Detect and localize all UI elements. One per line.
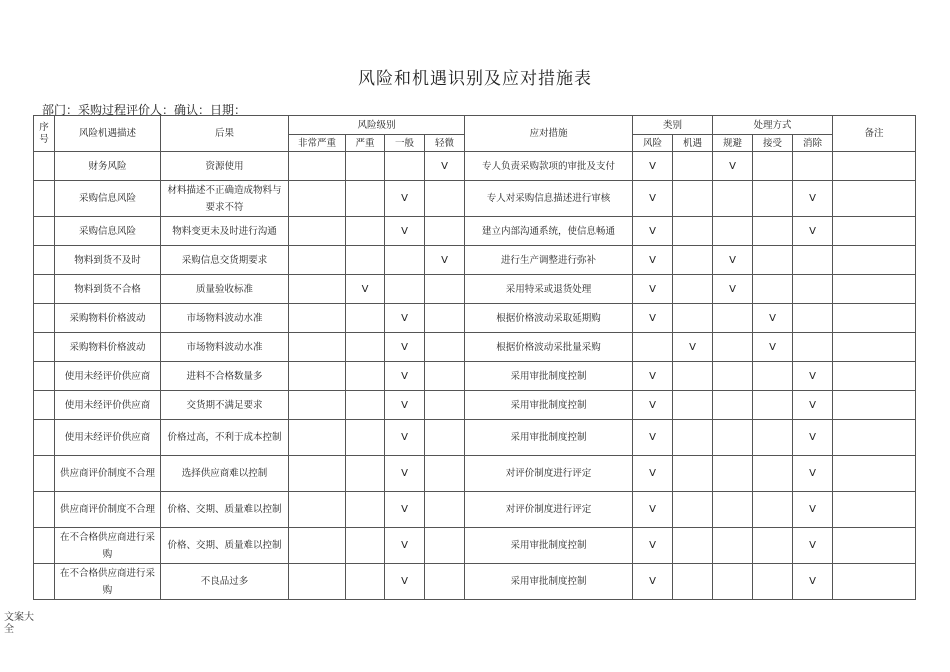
level-serious-cell [346,246,385,275]
desc-cell: 使用未经评价供应商 [55,391,161,420]
handling-eliminate-cell: V [793,420,833,456]
seq-cell [34,181,55,217]
remarks-cell [833,304,916,333]
category-risk-cell: V [633,304,673,333]
table-row [34,152,916,181]
measure-cell: 根据价格波动采批量采购 [465,333,633,362]
desc-cell: 采购物料价格波动 [55,333,161,362]
header-consequence: 后果 [161,116,289,152]
consequence-cell: 不良品过多 [161,564,289,600]
category-opportunity-cell [673,528,713,564]
level-normal-cell: V [385,362,425,391]
measure-cell: 采用审批制度控制 [465,528,633,564]
handling-accept-cell [753,391,793,420]
measure-cell: 专人对采购信息描述进行审核 [465,181,633,217]
remarks-cell [833,362,916,391]
measure-cell: 对评价制度进行评定 [465,492,633,528]
remarks-cell [833,152,916,181]
table-row [34,333,916,362]
remarks-cell [833,181,916,217]
remarks-cell [833,391,916,420]
header-handle-avoid: 规避 [713,135,753,152]
level-very-serious-cell [289,246,346,275]
table-row [34,420,916,456]
measure-cell: 建立内部沟通系统，使信息畅通 [465,217,633,246]
category-risk-cell: V [633,275,673,304]
level-serious-cell [346,304,385,333]
seq-cell [34,528,55,564]
category-opportunity-cell [673,564,713,600]
handling-accept-cell [753,217,793,246]
desc-cell: 供应商评价制度不合理 [55,456,161,492]
level-normal-cell: V [385,420,425,456]
handling-accept-cell [753,152,793,181]
measure-cell: 采用审批制度控制 [465,362,633,391]
table-row [34,275,916,304]
level-serious-cell: V [346,275,385,304]
handling-eliminate-cell [793,246,833,275]
handling-eliminate-cell: V [793,528,833,564]
seq-cell [34,217,55,246]
table-row [34,362,916,391]
measure-cell: 采用审批制度控制 [465,391,633,420]
header-level-minor: 轻微 [425,135,465,152]
consequence-cell: 价格、交期、质量难以控制 [161,528,289,564]
level-normal-cell: V [385,333,425,362]
level-minor-cell: V [425,246,465,275]
level-minor-cell [425,528,465,564]
table-row [34,492,916,528]
handling-accept-cell [753,246,793,275]
category-opportunity-cell [673,304,713,333]
handling-avoid-cell [713,333,753,362]
handling-eliminate-cell: V [793,362,833,391]
handling-eliminate-cell: V [793,456,833,492]
desc-cell: 采购信息风险 [55,217,161,246]
level-minor-cell [425,456,465,492]
handling-avoid-cell: V [713,275,753,304]
consequence-cell: 交货期不满足要求 [161,391,289,420]
measure-cell: 进行生产调整进行弥补 [465,246,633,275]
desc-cell: 物料到货不合格 [55,275,161,304]
handling-accept-cell: V [753,333,793,362]
handling-avoid-cell [713,217,753,246]
category-risk-cell: V [633,362,673,391]
level-minor-cell [425,362,465,391]
consequence-cell: 质量验收标准 [161,275,289,304]
level-serious-cell [346,333,385,362]
level-normal-cell: V [385,456,425,492]
level-serious-cell [346,217,385,246]
desc-cell: 采购物料价格波动 [55,304,161,333]
handling-accept-cell [753,275,793,304]
page-title: 风险和机遇识别及应对措施表 [358,69,592,89]
seq-cell [34,152,55,181]
level-normal-cell: V [385,564,425,600]
consequence-cell: 市场物料波动水准 [161,304,289,333]
category-risk-cell [633,333,673,362]
level-serious-cell [346,152,385,181]
desc-cell: 物料到货不及时 [55,246,161,275]
handling-avoid-cell [713,456,753,492]
table-row [34,391,916,420]
seq-cell [34,564,55,600]
category-risk-cell: V [633,181,673,217]
risk-table [33,115,916,600]
remarks-cell [833,333,916,362]
seq-cell [34,275,55,304]
category-opportunity-cell [673,362,713,391]
seq-cell [34,456,55,492]
measure-cell: 采用审批制度控制 [465,564,633,600]
handling-avoid-cell [713,391,753,420]
level-serious-cell [346,420,385,456]
handling-avoid-cell [713,420,753,456]
remarks-cell [833,246,916,275]
level-serious-cell [346,181,385,217]
remarks-cell [833,528,916,564]
handling-avoid-cell [713,304,753,333]
category-opportunity-cell [673,181,713,217]
level-minor-cell: V [425,152,465,181]
remarks-cell [833,420,916,456]
handling-avoid-cell [713,181,753,217]
desc-cell: 在不合格供应商进行采购 [55,564,161,600]
level-very-serious-cell [289,333,346,362]
category-opportunity-cell [673,456,713,492]
category-opportunity-cell: V [673,333,713,362]
level-normal-cell: V [385,391,425,420]
level-minor-cell [425,564,465,600]
level-minor-cell [425,492,465,528]
desc-cell: 使用未经评价供应商 [55,362,161,391]
handling-accept-cell [753,564,793,600]
handling-accept-cell [753,492,793,528]
category-risk-cell: V [633,528,673,564]
measure-cell: 根据价格波动采取延期购 [465,304,633,333]
remarks-cell [833,275,916,304]
level-serious-cell [346,492,385,528]
category-risk-cell: V [633,246,673,275]
table-row [34,181,916,217]
handling-avoid-cell: V [713,152,753,181]
header-measures: 应对措施 [465,116,633,152]
consequence-cell: 物料变更未及时进行沟通 [161,217,289,246]
table-row [34,564,916,600]
level-very-serious-cell [289,391,346,420]
seq-cell [34,391,55,420]
level-normal-cell: V [385,217,425,246]
consequence-cell: 市场物料波动水准 [161,333,289,362]
level-normal-cell [385,275,425,304]
seq-cell [34,420,55,456]
table-row [34,304,916,333]
level-very-serious-cell [289,564,346,600]
header-level-very-serious: 非常严重 [289,135,346,152]
category-risk-cell: V [633,391,673,420]
level-very-serious-cell [289,304,346,333]
desc-cell: 财务风险 [55,152,161,181]
meta-line: 部门：采购过程评价人：确认：日期： [42,103,247,117]
level-very-serious-cell [289,217,346,246]
handling-eliminate-cell [793,275,833,304]
header-cat-opportunity: 机遇 [673,135,713,152]
remarks-cell [833,564,916,600]
category-opportunity-cell [673,275,713,304]
level-minor-cell [425,333,465,362]
level-normal-cell [385,246,425,275]
header-level-normal: 一般 [385,135,425,152]
level-normal-cell [385,152,425,181]
header-handle-eliminate: 消除 [793,135,833,152]
consequence-cell: 价格过高，不利于成本控制 [161,420,289,456]
level-serious-cell [346,564,385,600]
consequence-cell: 资源使用 [161,152,289,181]
handling-eliminate-cell: V [793,492,833,528]
level-very-serious-cell [289,456,346,492]
level-serious-cell [346,391,385,420]
consequence-cell: 采购信息交货期要求 [161,246,289,275]
seq-cell [34,333,55,362]
level-minor-cell [425,304,465,333]
header-level-serious: 严重 [346,135,385,152]
level-normal-cell: V [385,181,425,217]
remarks-cell [833,456,916,492]
table-row [34,246,916,275]
handling-accept-cell: V [753,304,793,333]
category-risk-cell: V [633,152,673,181]
seq-cell [34,492,55,528]
handling-accept-cell [753,528,793,564]
header-handle-accept: 接受 [753,135,793,152]
level-minor-cell [425,391,465,420]
remarks-cell [833,492,916,528]
level-very-serious-cell [289,152,346,181]
handling-accept-cell [753,362,793,391]
category-opportunity-cell [673,420,713,456]
level-minor-cell [425,217,465,246]
handling-eliminate-cell [793,333,833,362]
handling-eliminate-cell [793,152,833,181]
seq-cell [34,304,55,333]
level-serious-cell [346,362,385,391]
level-very-serious-cell [289,181,346,217]
level-normal-cell: V [385,528,425,564]
header-category: 类别 [633,116,713,135]
level-normal-cell: V [385,304,425,333]
measure-cell: 采用特采或退货处理 [465,275,633,304]
measure-cell: 对评价制度进行评定 [465,456,633,492]
handling-accept-cell [753,420,793,456]
level-very-serious-cell [289,362,346,391]
consequence-cell: 材料描述不正确造成物料与要求不符 [161,181,289,217]
category-opportunity-cell [673,152,713,181]
consequence-cell: 进料不合格数量多 [161,362,289,391]
consequence-cell: 价格、交期、质量难以控制 [161,492,289,528]
handling-accept-cell [753,181,793,217]
table-row [34,528,916,564]
measure-cell: 采用审批制度控制 [465,420,633,456]
level-minor-cell [425,275,465,304]
handling-eliminate-cell: V [793,391,833,420]
category-opportunity-cell [673,391,713,420]
level-very-serious-cell [289,528,346,564]
handling-eliminate-cell: V [793,564,833,600]
category-risk-cell: V [633,456,673,492]
level-very-serious-cell [289,420,346,456]
header-desc: 风险机遇描述 [55,116,161,152]
category-risk-cell: V [633,564,673,600]
remarks-cell [833,217,916,246]
category-opportunity-cell [673,217,713,246]
category-risk-cell: V [633,420,673,456]
header-risk-level: 风险级别 [289,116,465,135]
table-row [34,217,916,246]
desc-cell: 采购信息风险 [55,181,161,217]
handling-eliminate-cell [793,304,833,333]
desc-cell: 使用未经评价供应商 [55,420,161,456]
table-body [34,152,916,600]
consequence-cell: 选择供应商难以控制 [161,456,289,492]
handling-accept-cell [753,456,793,492]
header-cat-risk: 风险 [633,135,673,152]
level-normal-cell: V [385,492,425,528]
category-opportunity-cell [673,246,713,275]
level-serious-cell [346,528,385,564]
header-seq: 序号 [34,116,55,152]
category-risk-cell: V [633,217,673,246]
handling-eliminate-cell: V [793,181,833,217]
measure-cell: 专人负责采购款项的审批及支付 [465,152,633,181]
desc-cell: 在不合格供应商进行采购 [55,528,161,564]
handling-avoid-cell [713,564,753,600]
handling-avoid-cell [713,362,753,391]
footer-text: 文案大全 [4,612,34,635]
desc-cell: 供应商评价制度不合理 [55,492,161,528]
seq-cell [34,362,55,391]
header-remarks: 备注 [833,116,916,152]
level-minor-cell [425,420,465,456]
level-very-serious-cell [289,492,346,528]
level-serious-cell [346,456,385,492]
handling-avoid-cell [713,528,753,564]
handling-avoid-cell [713,492,753,528]
category-opportunity-cell [673,492,713,528]
seq-cell [34,246,55,275]
handling-avoid-cell: V [713,246,753,275]
header-handling: 处理方式 [713,116,833,135]
level-very-serious-cell [289,275,346,304]
category-risk-cell: V [633,492,673,528]
table-row [34,456,916,492]
level-minor-cell [425,181,465,217]
handling-eliminate-cell: V [793,217,833,246]
